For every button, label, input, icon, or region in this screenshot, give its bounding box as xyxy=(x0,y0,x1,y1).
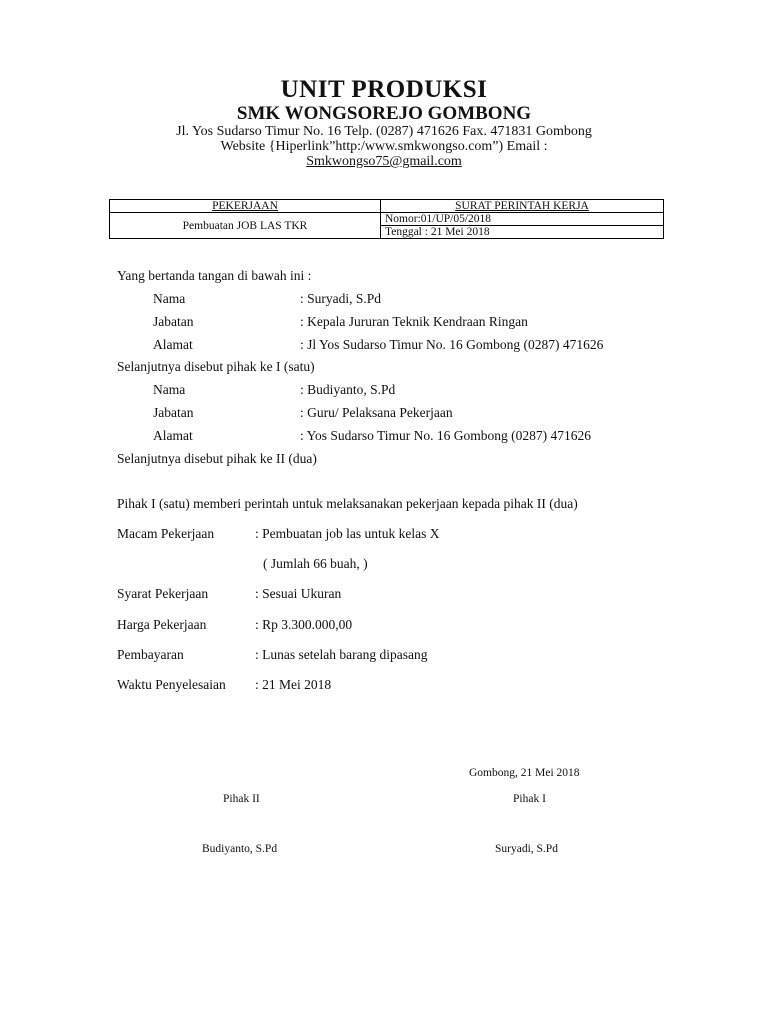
party1-name-label: Nama xyxy=(153,291,186,306)
order-text: Pihak I (satu) memberi perintah untuk melaksanakan pekerjaan kepada pihak II (dua) xyxy=(117,496,578,511)
party1-name-value: : Suryadi, S.Pd xyxy=(300,291,382,306)
detail-value-pembayaran: : Lunas setelah barang dipasang xyxy=(255,647,428,662)
detail-label-pembayaran: Pembayaran xyxy=(117,647,184,662)
school-name: SMK WONGSOREJO GOMBONG xyxy=(236,103,532,124)
detail-label-syarat: Syarat Pekerjaan xyxy=(117,586,209,601)
detail-label-waktu: Waktu Penyelesaian xyxy=(117,677,226,692)
tanggal-cell: Tenggal : 21 Mei 2018 xyxy=(381,226,664,239)
document-title: UNIT PRODUKSI xyxy=(280,76,488,103)
party2-position-label: Jabatan xyxy=(153,405,194,420)
party1-address-value: : Jl Yos Sudarso Timur No. 16 Gombong (0287) 471626 xyxy=(300,337,604,352)
job-name-cell: Pembuatan JOB LAS TKR xyxy=(110,213,381,239)
detail-label-harga: Harga Pekerjaan xyxy=(117,617,207,632)
detail-value-harga: : Rp 3.300.000,00 xyxy=(255,617,353,632)
party1-address-label: Alamat xyxy=(153,337,193,352)
party2-name-label: Nama xyxy=(153,382,186,397)
detail-value-macam: : Pembuatan job las untuk kelas X xyxy=(255,526,440,541)
nomor-cell: Nomor:01/UP/05/2018 xyxy=(381,213,664,226)
school-address: Jl. Yos Sudarso Timur No. 16 Telp. (0287) 471626 Fax. 471831 Gombong xyxy=(176,124,592,139)
party2-address-label: Alamat xyxy=(153,428,193,443)
detail-label-macam: Macam Pekerjaan xyxy=(117,526,215,541)
party2-address-value: : Yos Sudarso Timur No. 16 Gombong (0287) 471626 xyxy=(300,428,592,443)
party2-name-value: : Budiyanto, S.Pd xyxy=(300,382,396,397)
party1-position-value: : Kepala Jururan Teknik Kendraan Ringan xyxy=(300,314,528,329)
party1-sign-label: Pihak I xyxy=(513,793,546,805)
party2-note: Selanjutnya disebut pihak ke II (dua) xyxy=(117,451,317,466)
detail-value-waktu: : 21 Mei 2018 xyxy=(255,677,332,692)
table-header-pekerjaan: PEKERJAAN xyxy=(110,200,381,213)
intro-text: Yang bertanda tangan di bawah ini : xyxy=(117,268,312,283)
party1-note: Selanjutnya disebut pihak ke I (satu) xyxy=(117,359,315,374)
job-table xyxy=(109,199,664,239)
detail-value-jumlah: ( Jumlah 66 buah, ) xyxy=(263,556,368,571)
party2-sign-label: Pihak II xyxy=(223,793,260,805)
school-website: Website {Hiperlink”http:/www.smkwongso.com”) Email : xyxy=(220,139,548,154)
party1-sign-name: Suryadi, S.Pd xyxy=(495,843,558,855)
party1-position-label: Jabatan xyxy=(153,314,194,329)
email-line xyxy=(0,154,768,170)
school-email[interactable]: Smkwongso75@gmail.com xyxy=(306,154,462,169)
place-date: Gombong, 21 Mei 2018 xyxy=(469,767,580,779)
table-header-surat: SURAT PERINTAH KERJA xyxy=(381,200,664,213)
party2-sign-name: Budiyanto, S.Pd xyxy=(202,843,278,855)
party2-position-value: : Guru/ Pelaksana Pekerjaan xyxy=(300,405,453,420)
detail-value-syarat: : Sesuai Ukuran xyxy=(255,586,342,601)
